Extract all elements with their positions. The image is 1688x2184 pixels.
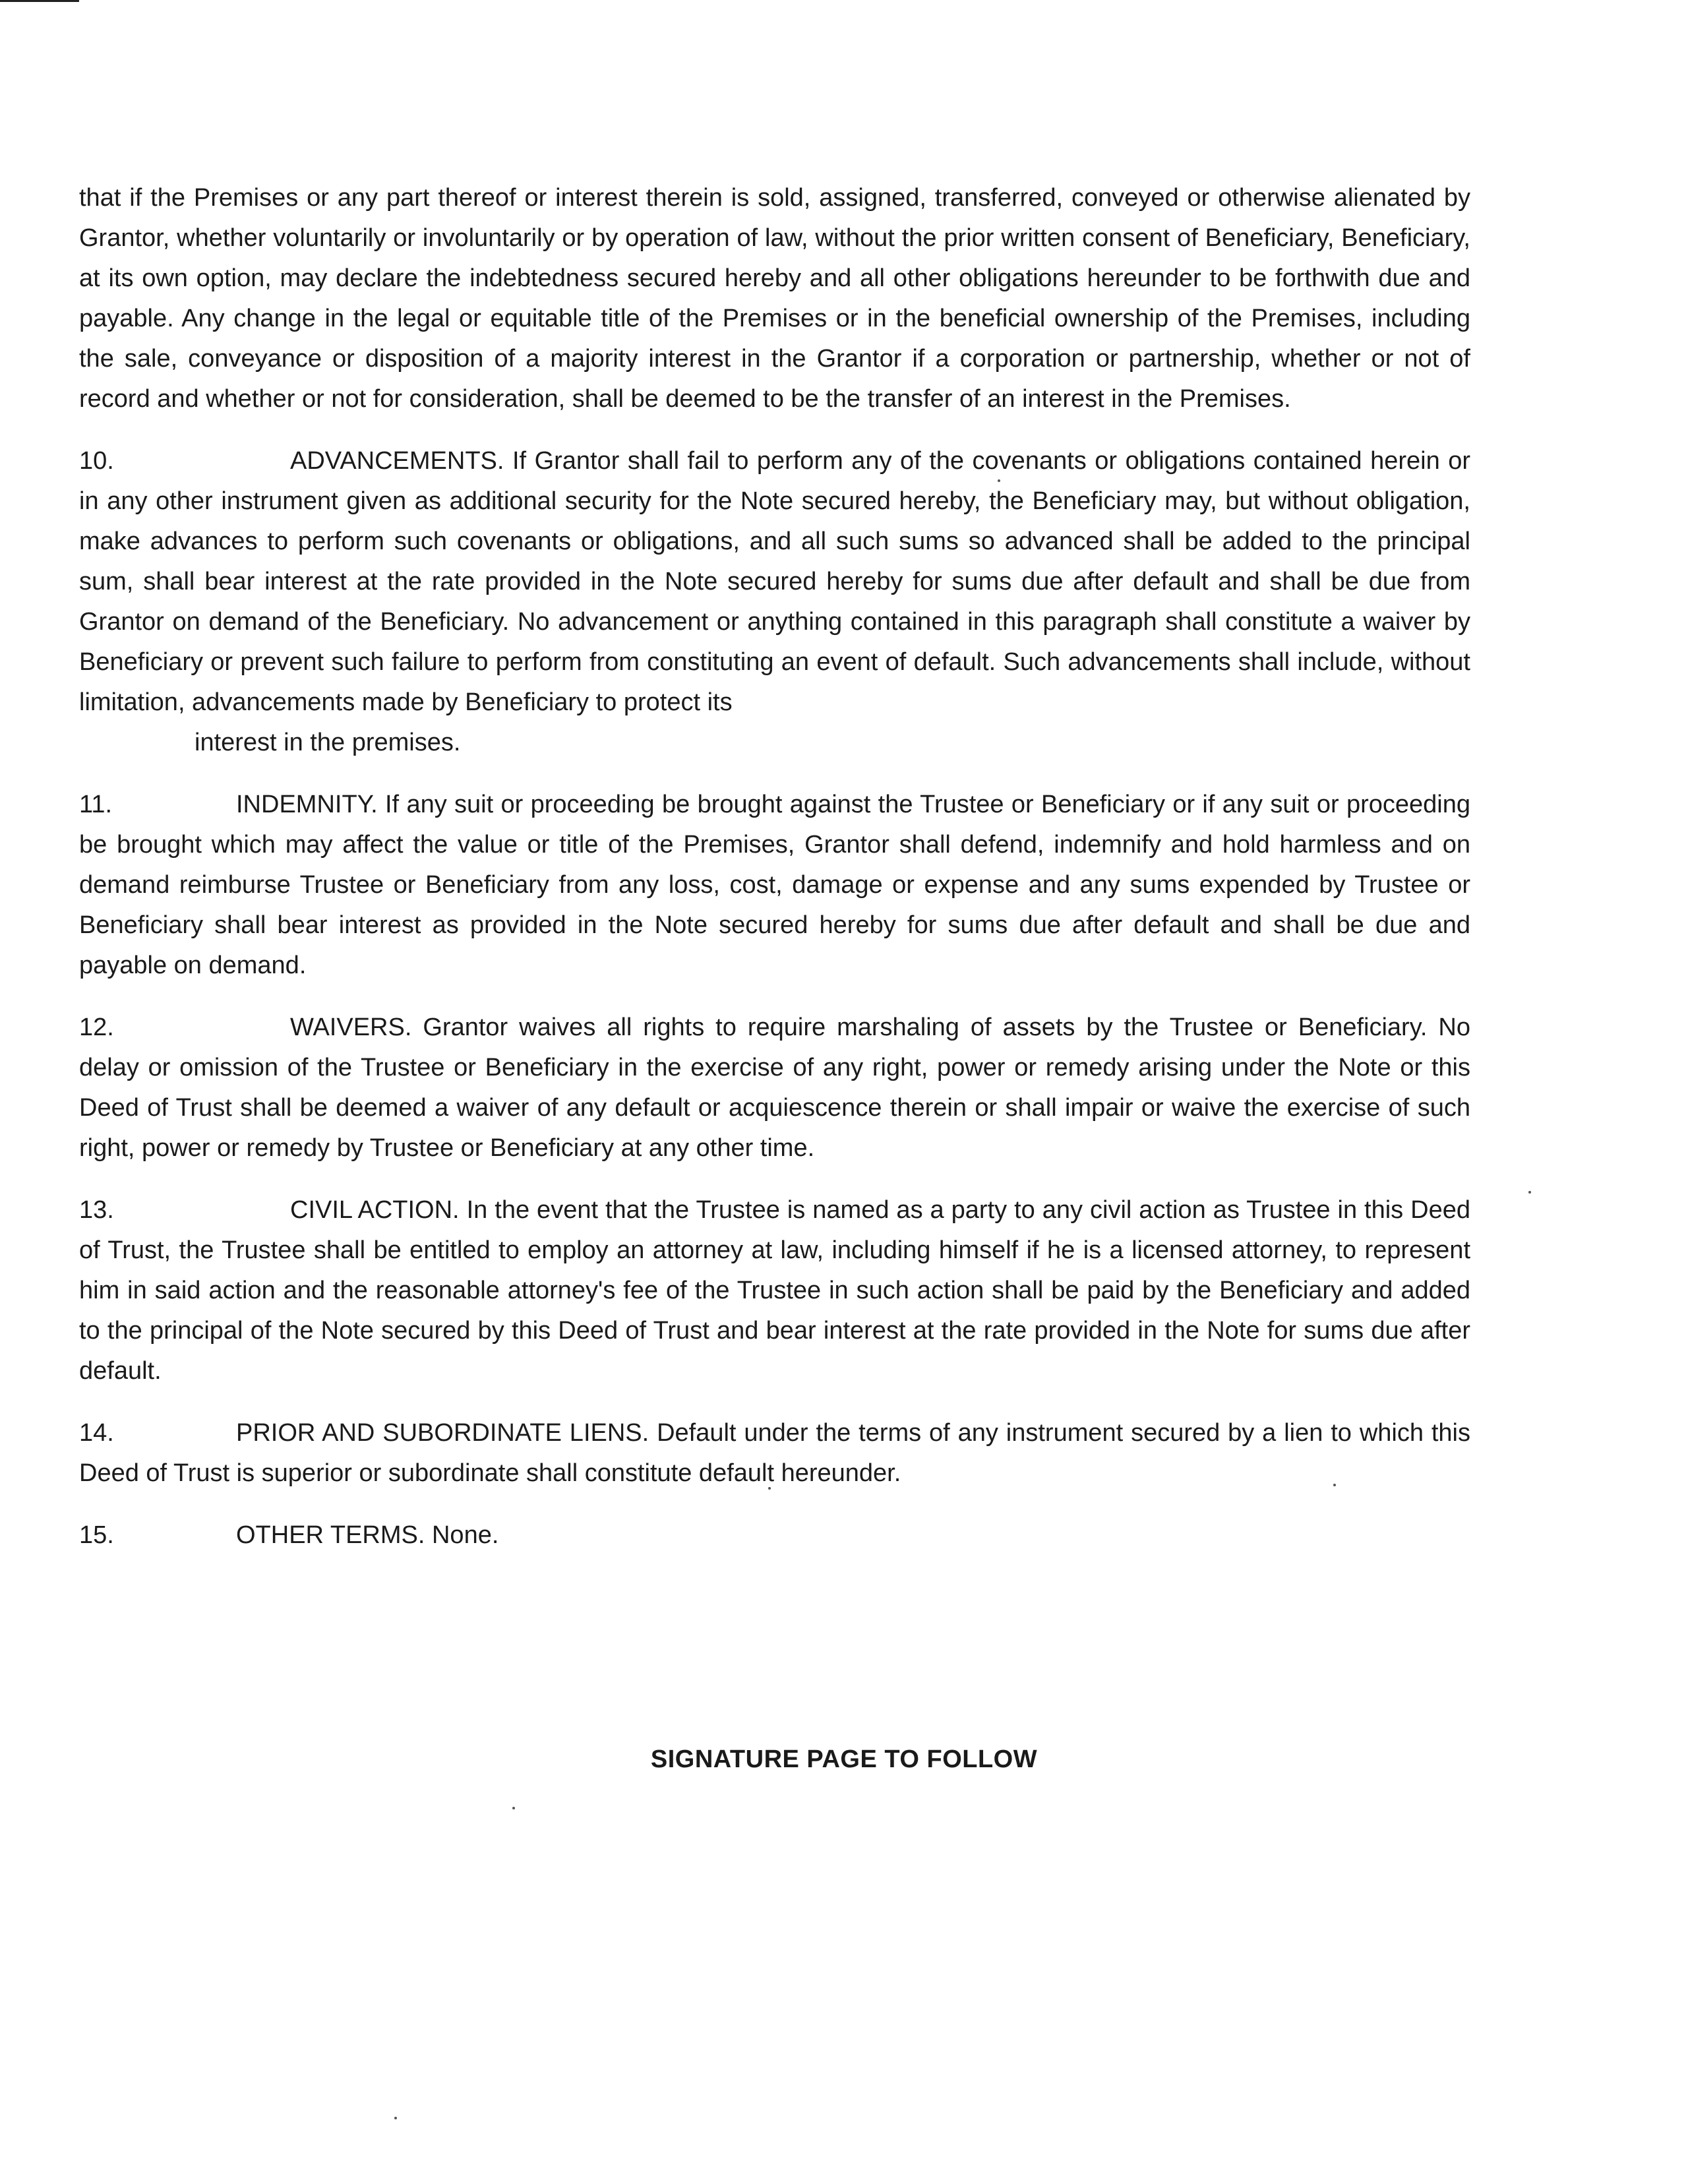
- paragraph-15-other-terms: [79, 1515, 1470, 1556]
- paragraph-continued: [79, 178, 1470, 419]
- scan-speck: [998, 479, 1000, 482]
- paragraph-text: CIVIL ACTION. In the event that the Trustee is named as a party to any civil action as Trustee in this Deed of Trust, the Trustee shall be entitled to employ an attorney at law, including himself if he is a licensed attorney, to represent him in said action and the reasonable attorney's fee of the Trustee in such action shall be paid by the Beneficiary and added to the principal of the Note secured by this Deed of Trust and bear interest at the rate provided in the Note for sums due after default.: [79, 1196, 1470, 1385]
- paragraph-text: OTHER TERMS. None.: [236, 1521, 499, 1549]
- paragraph-number: 13.: [79, 1196, 114, 1224]
- paragraph-continuation: interest in the premises.: [195, 729, 461, 756]
- paragraph-number: 15.: [79, 1521, 114, 1549]
- scan-speck: [768, 1487, 771, 1490]
- paragraph-text: PRIOR AND SUBORDINATE LIENS. Default under the terms of any instrument secured by a lien to which this Deed of Trust is superior or subordinate shall constitute default hereunder.: [79, 1419, 1470, 1487]
- paragraph-number: 11.: [79, 791, 113, 818]
- paragraph-text: that if the Premises or any part thereof or interest therein is sold, assigned, transferred, conveyed or otherwise alienated by Grantor, whether voluntarily or involuntarily or by operation of law, without the prior written consent of Beneficiary, Beneficiary, at its own option, may declare the indebtedness secured hereby and all other obligations hereunder to be forthwith due and payable. Any change in the legal or equitable title of the Premises or in the beneficial ownership of the Premises, including the sale, conveyance or disposition of a majority interest in the Grantor if a corporation or partnership, whether or not of record and whether or not for consideration, shall be deemed to be the transfer of an interest in the Premises.: [79, 184, 1470, 413]
- paragraph-text: INDEMNITY. If any suit or proceeding be brought against the Trustee or Beneficiary or if any suit or proceeding be brought which may affect the value or title of the Premises, Grantor shall defend, indemnify and hold harmless and on demand reimburse Trustee or Beneficiary from any loss, cost, damage or expense and any sums expended by Trustee or Beneficiary shall bear interest as provided in the Note secured hereby for sums due after default and shall be due and payable on demand.: [79, 791, 1470, 979]
- document-body: [79, 178, 1470, 1577]
- paragraph-text: WAIVERS. Grantor waives all rights to require marshaling of assets by the Trustee or Beneficiary. No delay or omission of the Trustee or Beneficiary in the exercise of any right, power or remedy arising under the Note or this Deed of Trust shall be deemed a waiver of any default or acquiescence therein or shall impair or waive the exercise of such right, power or remedy by Trustee or Beneficiary at any other time.: [79, 1014, 1470, 1162]
- scan-speck: [512, 1807, 515, 1809]
- paragraph-text: ADVANCEMENTS. If Grantor shall fail to perform any of the covenants or obligations contained herein or in any other instrument given as additional security for the Note secured hereby, the Beneficiary may, but without obligation, make advances to perform such covenants or obligations, and all such sums so advanced shall be added to the principal sum, shall bear interest at the rate provided in the Note secured hereby for sums due after default and shall be due from Grantor on demand of the Beneficiary. No advancement or anything contained in this paragraph shall constitute a waiver by Beneficiary or prevent such failure to perform from constituting an event of default. Such advancements shall include, without limitation, advancements made by Beneficiary to protect its: [79, 447, 1470, 716]
- paragraph-10-advancements: [79, 441, 1470, 763]
- signature-page-notice: SIGNATURE PAGE TO FOLLOW: [650, 1745, 1038, 1773]
- paragraph-13-civil-action: [79, 1190, 1470, 1391]
- scan-edge-mark: [0, 0, 79, 2]
- paragraph-14-liens: [79, 1413, 1470, 1494]
- paragraph-number: 12.: [79, 1014, 114, 1041]
- paragraph-number: 14.: [79, 1419, 114, 1447]
- scan-speck: [1528, 1191, 1531, 1194]
- paragraph-number: 10.: [79, 447, 114, 475]
- scan-speck: [394, 2117, 397, 2119]
- paragraph-11-indemnity: [79, 785, 1470, 986]
- paragraph-12-waivers: [79, 1008, 1470, 1168]
- scan-speck: [1333, 1484, 1336, 1486]
